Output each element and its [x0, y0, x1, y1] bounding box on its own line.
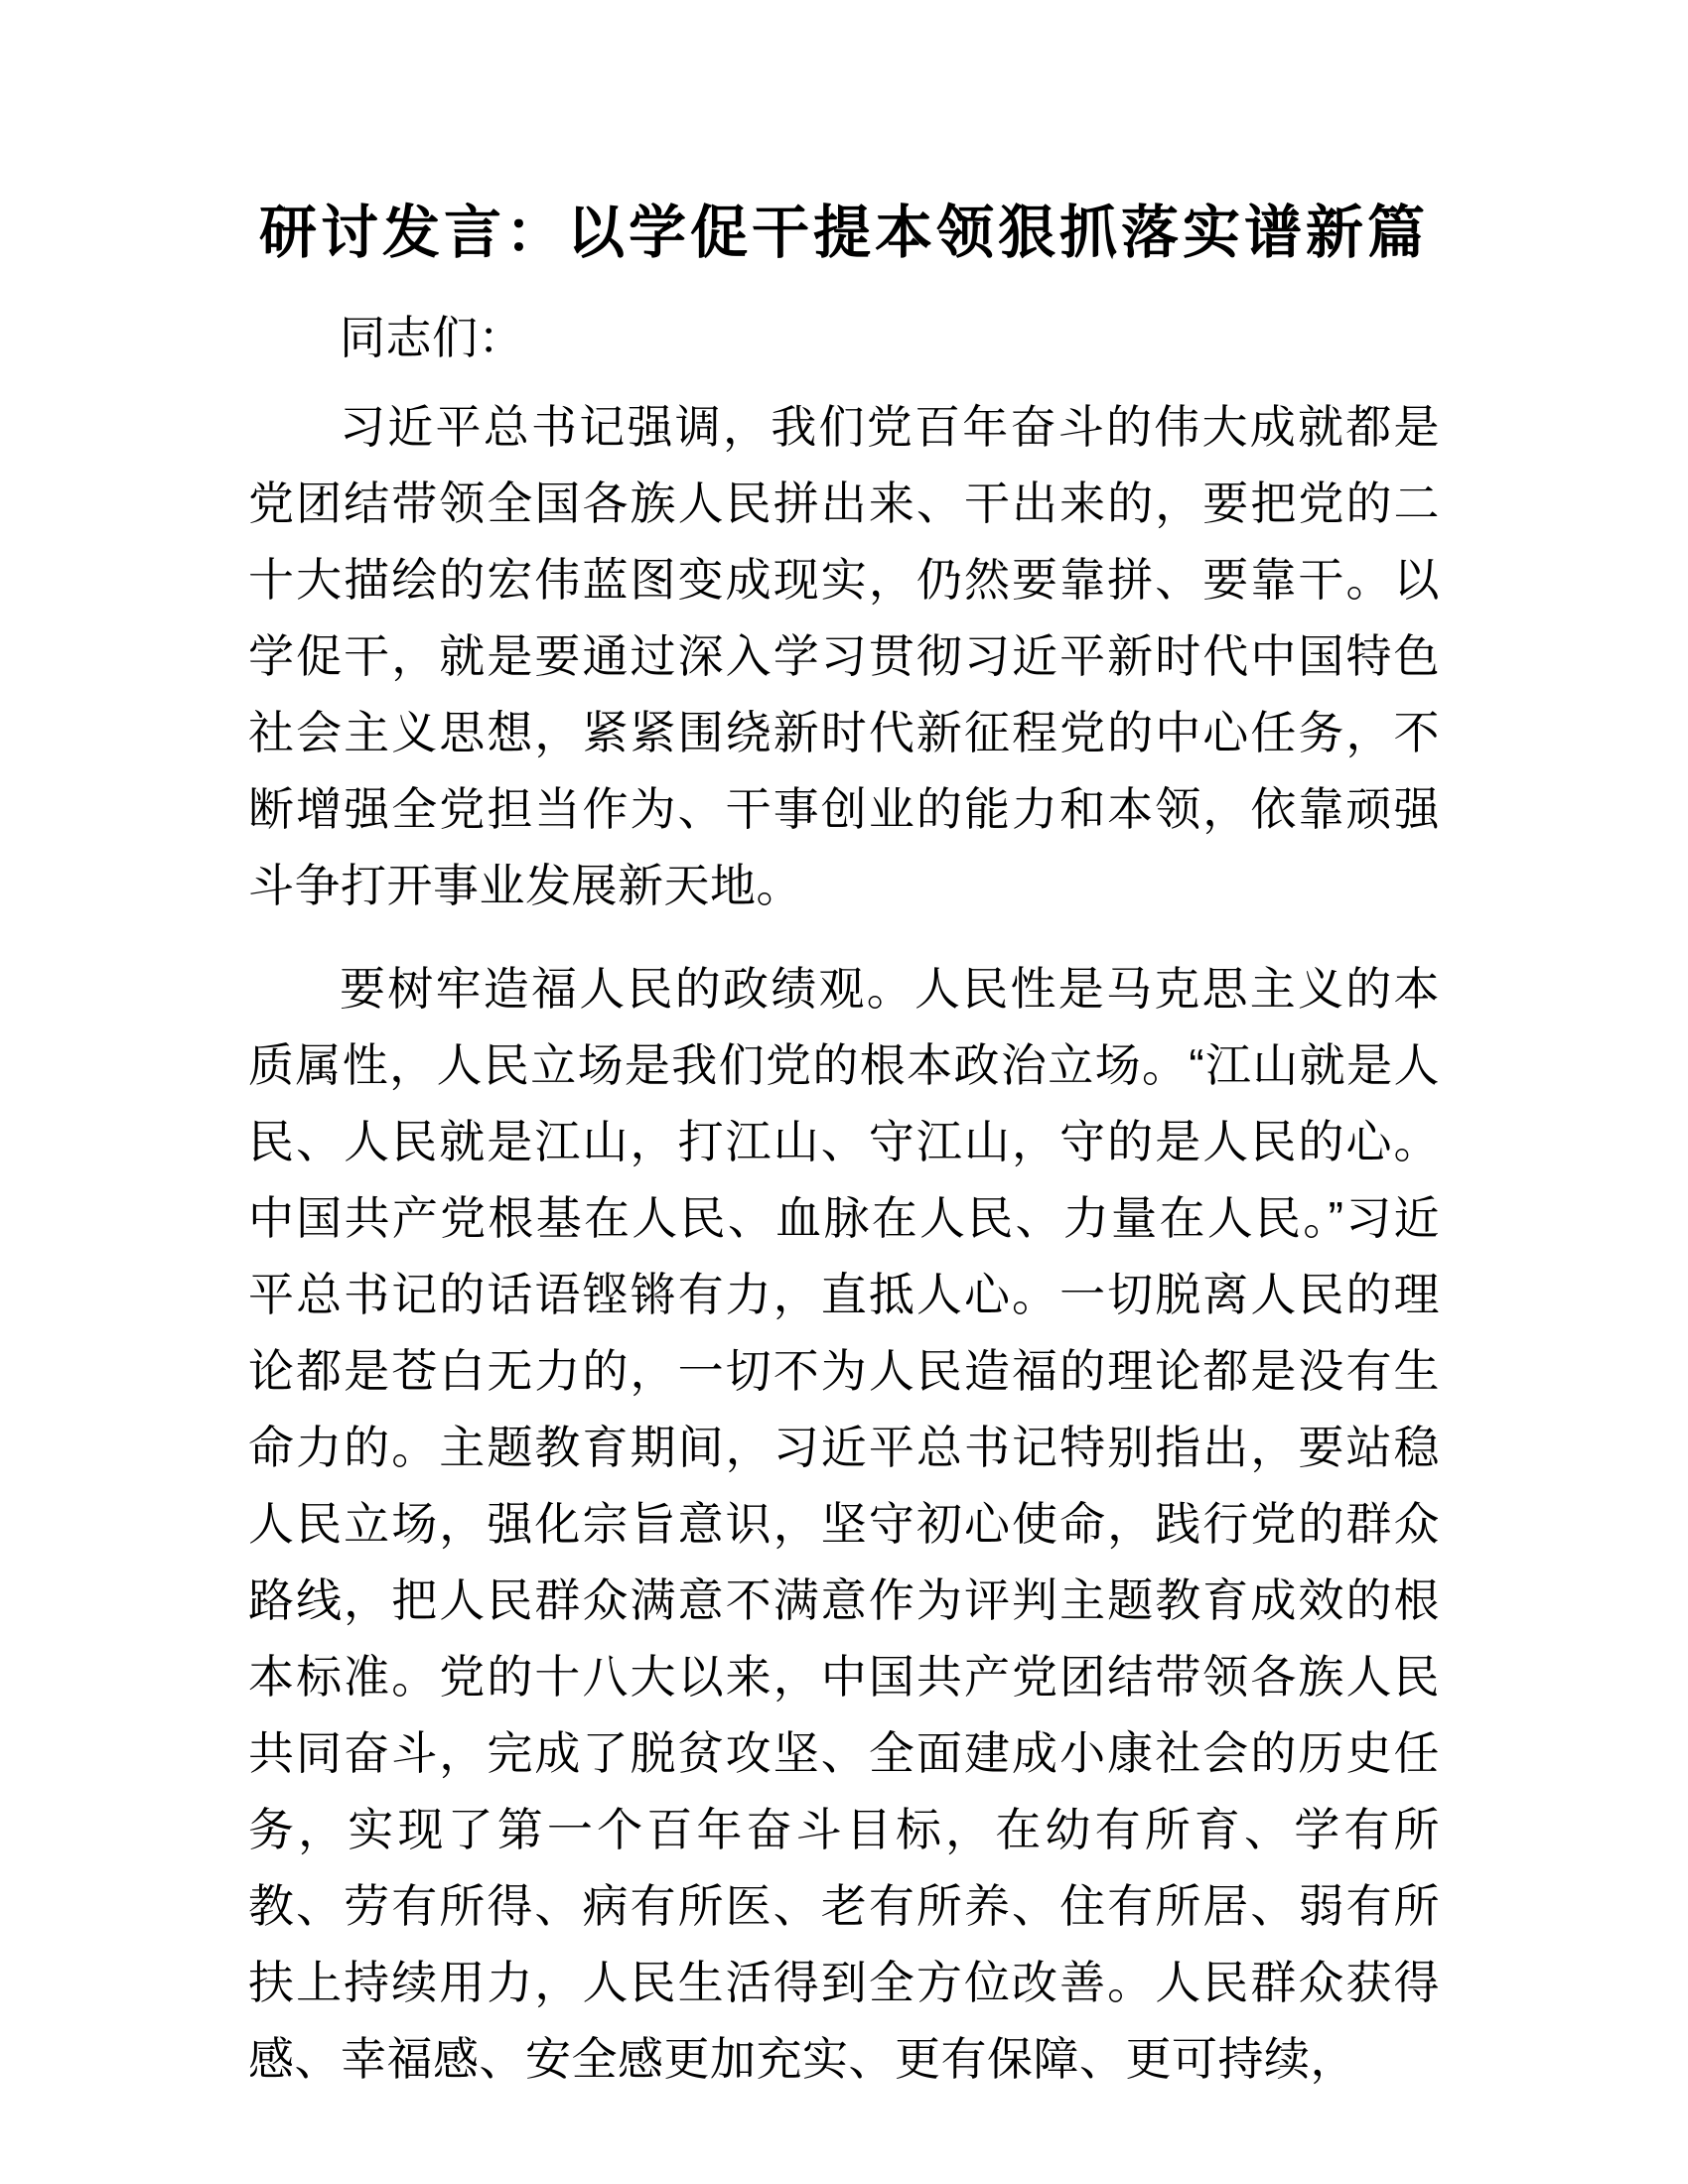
- body-paragraph: 要树牢造福人民的政绩观。人民性是马克思主义的本质属性，人民立场是我们党的根本政治立场。“江山就是人民、人民就是江山，打江山、守江山，守的是人民的心。中国共产党根基在人民、血脉在人民、力量在人民。”习近平总书记的话语铿锵有力，直抵人心。一切脱离人民的理论都是苍白无力的，一切不为人民造福的理论都是没有生命力的。主题教育期间，习近平总书记特别指出，要站稳人民立场，强化宗旨意识，坚守初心使命，践行党的群众路线，把人民群众满意不满意作为评判主题教育成效的根本标准。党的十八大以来，中国共产党团结带领各族人民共同奋斗，完成了脱贫攻坚、全面建成小康社会的历史任务，实现了第一个百年奋斗目标，在幼有所育、学有所教、劳有所得、病有所医、老有所养、住有所居、弱有所扶上持续用力，人民生活得到全方位改善。人民群众获得感、幸福感、安全感更加充实、更有保障、更可持续，: [248, 963, 1440, 2085]
- body-paragraph: 习近平总书记强调，我们党百年奋斗的伟大成就都是党团结带领全国各族人民拼出来、干出来的，要把党的二十大描绘的宏伟蓝图变成现实，仍然要靠拼、要靠干。以学促干，就是要通过深入学习贯彻习近平新时代中国特色社会主义思想，紧紧围绕新时代新征程党的中心任务，不断增强全党担当作为、干事创业的能力和本领，依靠顽强斗争打开事业发展新天地。: [248, 401, 1440, 911]
- document-body: [248, 300, 1440, 2098]
- salutation: 同志们：: [340, 312, 524, 363]
- document-title: 研讨发言：以学促干提本领狠抓落实谱新篇: [258, 201, 1429, 265]
